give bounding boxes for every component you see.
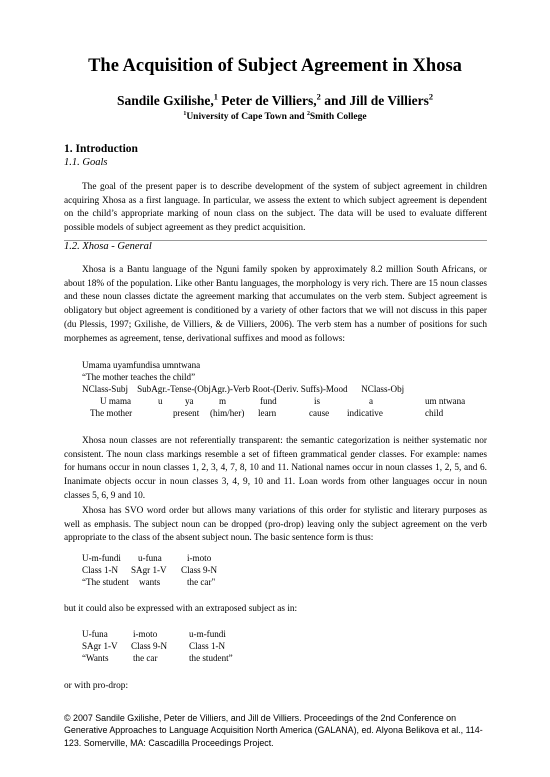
example1-gloss: “The mother teaches the child” <box>82 372 196 382</box>
section-heading-introduction: 1. Introduction <box>64 143 138 155</box>
affil-inst-1: University of Cape Town and <box>186 112 305 122</box>
example1-morpheme: um ntwana <box>425 396 466 406</box>
author-3: Jill de Villiers <box>349 93 429 108</box>
example3-cell: the car <box>133 653 158 663</box>
author-1: Sandile Gxilishe, <box>116 93 214 108</box>
author-1-sup: 1 <box>213 92 218 102</box>
paragraph-noun-classes: Xhosa noun classes are not referentially transparent: the semantic categorization is neither systematic nor consistent. The noun class markings resemble a set of fifteen grammatical gender classes. For example: names for humans occur in noun classes 1, 2, 3, 4, 7, 8, 10 and 11. National names occur in noun classes 1, 2, 5, and 6. Inanimate objects occur in noun classes 3, 4, 9, 10 and 11. Loan words from other languages occur in noun classes 5, 6, 9 and 10. <box>64 436 487 501</box>
example1-morpheme: fund <box>260 396 277 406</box>
author-2-sup: 2 <box>316 92 321 102</box>
example1-morpheme-gloss: child <box>425 408 444 418</box>
example2-cell: SAgr 1-V <box>131 565 167 575</box>
example3-cell: Class 9-N <box>131 641 168 651</box>
example3-cell: Class 1-N <box>189 641 226 651</box>
example3-cell: SAgr 1-V <box>82 641 118 651</box>
author-line <box>0 93 550 109</box>
example1-morpheme: a <box>369 396 374 406</box>
paragraph-extraposed: but it could also be expressed with an extraposed subject as in: <box>64 604 298 614</box>
author-and: and <box>324 93 346 108</box>
example3-cell: u-m-fundi <box>189 629 226 639</box>
example1-morpheme: is <box>314 396 321 406</box>
paragraph-xhosa-general: Xhosa is a Bantu language of the Nguni family spoken by approximately 8.2 million South Africans, or about 18% of the population. Like other Bantu languages, the morphology is very rich. There are 15 noun classes and these noun classes dictate the agreement marking that accumulates on the verb stem. Subject agreement is obligatory but object agreement is conditioned by a variety of other factors that we will not discuss in this paper (du Plessis, 1997; Gxilishe, de Villiers, & de Villiers, 2006). The verb stem has a number of positions for such morphemes as agreement, tense, derivational suffixes and mood as follows: <box>64 265 487 344</box>
example3-cell: U-funa <box>82 629 108 639</box>
subsection-heading-xhosa-general: 1.2. Xhosa - General <box>64 241 152 252</box>
example2-cell: wants <box>139 577 161 587</box>
example1-sentence: Umama uyamfundisa umntwana <box>82 360 201 370</box>
example3-cell: the student” <box>189 653 233 663</box>
author-3-sup: 2 <box>428 92 434 102</box>
example1-morpheme: U mama <box>100 396 132 406</box>
example2-cell: “The student <box>82 577 129 587</box>
paragraph-pro-drop: or with pro-drop: <box>64 681 129 691</box>
example2-cell: U-m-fundi <box>82 553 121 563</box>
author-2: Peter de Villiers, <box>221 93 317 108</box>
example2-cell: Class 1-N <box>82 565 119 575</box>
subsection-heading-goals: 1.1. Goals <box>64 157 108 168</box>
example2-cell: Class 9-N <box>181 565 218 575</box>
example1-morpheme-gloss: indicative <box>347 408 383 418</box>
example1-morpheme-gloss: cause <box>309 408 330 418</box>
copyright-footer: © 2007 Sandile Gxilishe, Peter de Villiers, and Jill de Villiers. Proceedings of the 2nd Conference on Generative Approaches to Language Acquisition North America (GALANA), ed. Alyona Belikova et al., 114-123. Somerville, MA: Cascadilla Proceedings Project. <box>64 713 483 748</box>
affil-inst-2: Smith College <box>309 112 367 122</box>
example2-cell: the car" <box>187 577 216 587</box>
paragraph-word-order: Xhosa has SVO word order but allows many variations of this order for stylistic and literary purposes as well as emphasis. The subject noun can be dropped (pro-drop) leaving only the subject agreement on the verb appropriate to the class of the absent subject noun. The basic sentence form is thus: <box>64 506 487 544</box>
example1-morpheme: ya <box>185 396 194 406</box>
example3-cell: i-moto <box>133 629 158 639</box>
example1-morpheme-gloss: The mother <box>90 408 133 418</box>
affil-sup-1: 1 <box>183 110 187 117</box>
example3-cell: “Wants <box>82 653 109 663</box>
affil-sup-2: 2 <box>306 110 310 117</box>
example1-morpheme: u <box>158 396 163 406</box>
example1-morpheme-gloss: learn <box>258 408 277 418</box>
example2-cell: u-funa <box>138 553 162 563</box>
affiliation-line <box>0 112 550 122</box>
example1-morpheme: m <box>219 396 227 406</box>
paragraph-goals: The goal of the present paper is to describe development of the system of subject agreement in children acquiring Xhosa as a first language. In particular, we assess the extent to which subject agreement is dependent on the child’s appropriate marking of noun class on the subject. The data will be used to evaluate different possible models of subject agreement as they predict acquisition. <box>64 182 487 234</box>
example2-cell: i-moto <box>187 553 212 563</box>
example1-morpheme-gloss: present <box>173 408 200 418</box>
paper-title: The Acquisition of Subject Agreement in Xhosa <box>88 56 462 76</box>
example1-template: NClass-Subj SubAgr.-Tense-(ObjAgr.)-Verb Root-(Deriv. Suffs)-Mood NClass-Obj <box>82 384 405 394</box>
example1-morpheme-gloss: (him/her) <box>210 408 245 418</box>
